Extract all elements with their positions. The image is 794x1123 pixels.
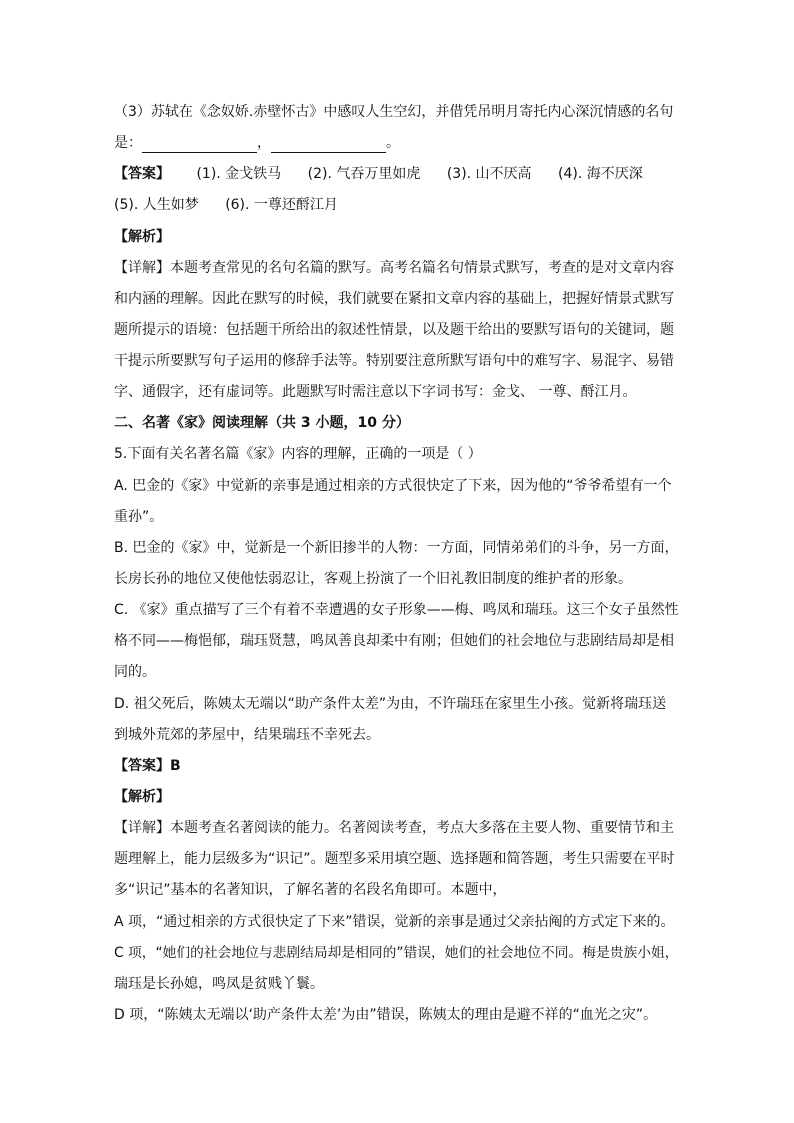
question-4-item-3: （3）苏轼在《念奴娇.赤壁怀古》中感叹人生空幻，并借凭吊明月寄托内心深沉情感的名句 [114,104,674,120]
analysis-2-line: 【详解】本题考查名著阅读的能力。名著阅读考查，考点大多落在主要人物、重要情节和主 [114,820,674,836]
analysis-1-line: 字、通假字，还有虚词等。此题默写时需注意以下字词书写：金戈、 一尊、酹江月。 [114,384,637,400]
option-c-line: C. 《家》重点描写了三个有着不幸遭遇的女子形象——梅、鸣凤和瑞珏。这三个女子虽然性 [114,602,679,618]
option-c-line: 同的。 [114,664,156,680]
option-c-line: 格不同——梅悒郁，瑞珏贤慧，鸣凤善良却柔中有刚；但她们的社会地位与悲剧结局却是相 [114,633,674,649]
answer-option-4: (4). 海不厌深 [558,166,643,182]
answer-1-row-2 [114,195,684,215]
analysis-1-label: 【解析】 [114,229,170,245]
option-a-line: 重孙”。 [114,509,164,525]
answer-option-5: (5). 人生如梦 [114,197,199,213]
option-a-line: A. 巴金的《家》中觉新的亲事是通过相亲的方式很快定了下来，因为他的“爷爷希望有一个 [114,478,672,494]
analysis-1-line: 干提示所要默写句子运用的修辞手法等。特别要注意所默写语句中的难写字、易混字、易错 [114,353,674,369]
analysis-2-line: C 项，“她们的社会地位与悲剧结局却是相同的”错误，她们的社会地位不同。梅是贵族小姐， [114,945,679,961]
analysis-2-line: 多“识记”基本的名著知识，了解名著的名段名角即可。本题中， [114,882,507,898]
analysis-2-line: 瑞珏是长孙媳，鸣凤是贫贱丫鬟。 [114,976,324,992]
analysis-1-line: 【详解】本题考查常见的名句名篇的默写。高考名篇名句情景式默写，考查的是对文章内容 [114,260,674,276]
question-4-item-3-blanks [114,133,684,153]
option-b-line: B. 巴金的《家》中，觉新是一个新旧掺半的人物：一方面，同情弟弟们的斗争，另一方面， [114,540,679,556]
analysis-1-line: 题所提示的语境：包括题干所给出的叙述性情景，以及题干给出的要默写语句的关键词，题 [114,322,674,338]
answer-option-6: (6). 一尊还酹江月 [225,197,338,213]
analysis-2-line: D 项，“陈姨太无端以‘助产条件太差’为由”错误，陈姨太的理由是避不祥的“血光之灾”。 [114,1007,658,1023]
analysis-2-label: 【解析】 [114,789,170,805]
section-2-heading: 二、名著《家》阅读理解（共 3 小题，10 分） [114,415,410,431]
analysis-2-line: 题理解上，能力层级多为“识记”。题型多采用填空题、选择题和简答题，考生只需要在平时 [114,851,675,867]
option-d-line: D. 祖父死后，陈姨太无端以“助产条件太差”为由，不许瑞珏在家里生小孩。觉新将瑞珏送 [114,696,667,712]
answer-2: 【答案】B [114,758,181,774]
blank-end: 。 [386,135,400,151]
option-b-line: 长房长孙的地位又使他怯弱忍让，客观上扮演了一个旧礼教旧制度的维护者的形象。 [114,571,632,587]
answer-option-2: (2). 气吞万里如虎 [307,166,421,182]
blank-prefix: 是： [114,135,142,151]
answer-blank-2[interactable] [271,138,386,153]
analysis-1-line: 和内涵的理解。因此在默写的时候，我们就要在紧扣文章内容的基础上，把握好情景式默写 [114,291,674,307]
answer-label: 【答案】 [114,166,170,182]
option-d-line: 到城外荒郊的茅屋中，结果瑞珏不幸死去。 [114,727,380,743]
answer-option-1: (1). 金戈铁马 [196,166,282,182]
blank-separator: ， [257,135,271,151]
analysis-2-line: A 项，“通过相亲的方式很快定了下来”错误，觉新的亲事是通过父亲拈阄的方式定下来的。 [114,914,675,930]
answer-1-row-1 [114,164,684,184]
question-5-stem: 5.下面有关名著名篇《家》内容的理解，正确的一项是（ ） [114,446,482,462]
answer-option-3: (3). 山不厌高 [446,166,532,182]
answer-blank-1[interactable] [142,138,257,153]
